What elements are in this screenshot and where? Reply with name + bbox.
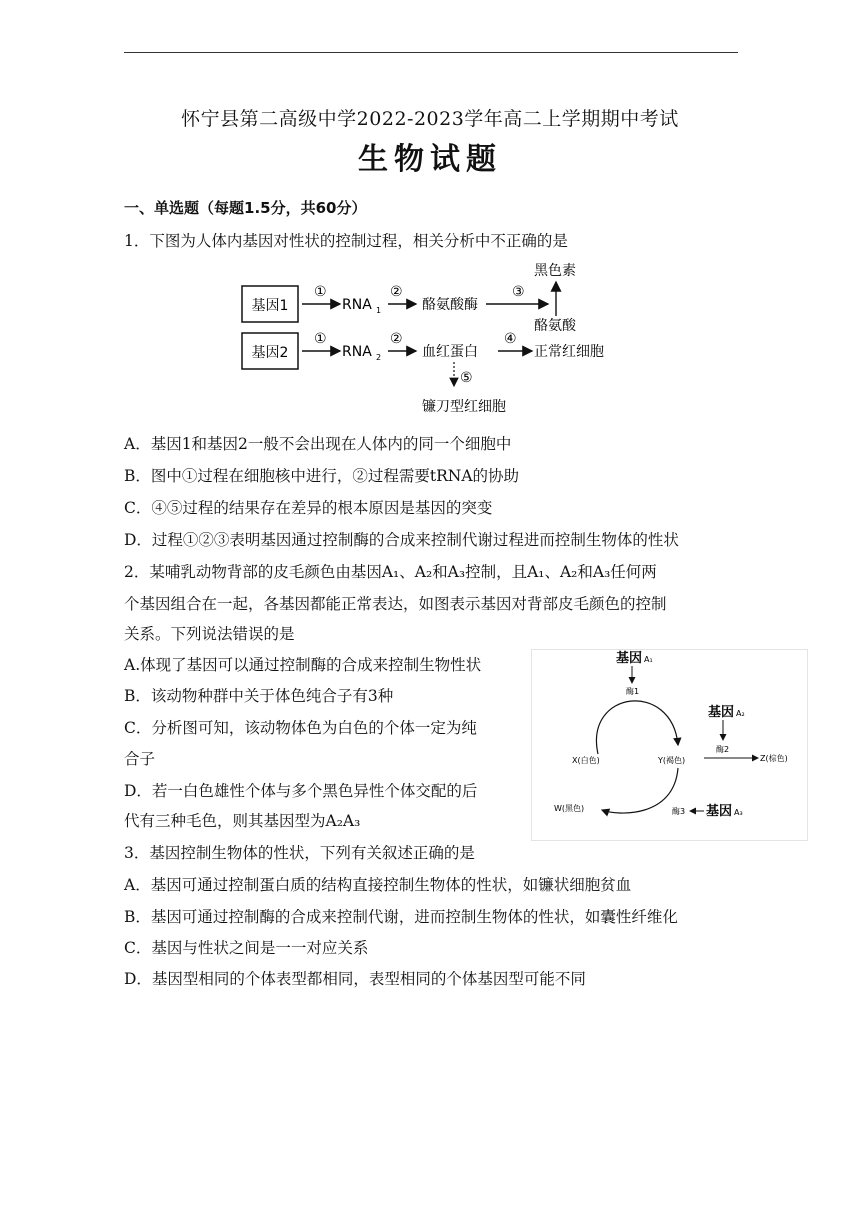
step2-row1: ②: [390, 284, 403, 300]
q1-option-b: B．图中①过程在细胞核中进行，②过程需要tRNA的协助: [124, 467, 520, 485]
enzyme1-label: 酶1: [626, 687, 640, 696]
gene-a3-label: 基因: [706, 804, 733, 819]
w-label: W(黑色): [554, 804, 585, 813]
step5: ⑤: [460, 370, 473, 386]
q3-stem: 3．基因控制生物体的性状，下列有关叙述正确的是: [124, 844, 475, 862]
gene-a2-sub: A₂: [736, 709, 745, 718]
rna2-label: RNA: [342, 344, 372, 360]
coat-color-pathway-diagram: [531, 649, 808, 841]
q2-option-d-cont: 代有三种毛色，则其基因型为A₂A₃: [124, 812, 361, 830]
melanin-label: 黑色素: [534, 263, 576, 279]
gene-a3-sub: A₃: [734, 808, 743, 817]
q2-stem-line-3: 关系。下列说法错误的是: [124, 625, 295, 643]
step2-row2: ②: [390, 331, 403, 347]
q3-option-a: A．基因可通过控制蛋白质的结构直接控制生物体的性状，如镰状细胞贫血: [124, 876, 632, 894]
school-title: 怀宁县第二高级中学2022-2023学年高二上学期期中考试: [181, 108, 679, 130]
subject-title: 生物试题: [358, 142, 502, 177]
q3-option-c: C．基因与性状之间是一一对应关系: [124, 939, 369, 957]
q2-option-b: B．该动物种群中关于体色纯合子有3种: [124, 687, 394, 705]
step4: ④: [504, 331, 517, 347]
enzyme-label: 酪氨酸酶: [422, 297, 478, 313]
q1-stem: 1．下图为人体内基因对性状的控制过程，相关分析中不正确的是: [124, 232, 568, 250]
rna1-subscript: 1: [376, 306, 382, 315]
q1-option-c: C．④⑤过程的结果存在差异的根本原因是基因的突变: [124, 499, 493, 517]
y-label: Y(褐色): [658, 756, 686, 765]
x-to-y-arc: [596, 701, 678, 754]
rna2-subscript: 2: [376, 353, 382, 362]
header-rule: [124, 52, 738, 53]
gene1-label: 基因1: [251, 298, 289, 314]
q2-option-a: A.体现了基因可以通过控制酶的合成来控制生物性状: [124, 656, 482, 674]
q3-option-d: D．基因型相同的个体表型都相同，表型相同的个体基因型可能不同: [124, 970, 586, 988]
enzyme2-label: 酶2: [716, 745, 730, 754]
gene-a1-sub: A₁: [644, 655, 653, 664]
q3-option-b: B．基因可通过控制酶的合成来控制代谢，进而控制生物体的性状，如囊性纤维化: [124, 908, 678, 926]
q2-stem-line-2: 个基因组合在一起，各基因都能正常表达，如图表示基因对背部皮毛颜色的控制: [124, 595, 667, 613]
step1-row1: ①: [314, 284, 327, 300]
y-to-w-arc: [602, 768, 678, 813]
tyrosine-label: 酪氨酸: [534, 318, 576, 334]
normal-rbc-label: 正常红细胞: [534, 344, 604, 360]
step3: ③: [512, 284, 525, 300]
x-label: X(白色): [572, 756, 600, 765]
q2-option-d: D．若一白色雄性个体与多个黑色异性个体交配的后: [124, 782, 478, 800]
q1-option-d: D．过程①②③表明基因通过控制酶的合成来控制代谢过程进而控制生物体的性状: [124, 531, 679, 549]
gene2-label: 基因2: [251, 345, 289, 361]
gene-a2-label: 基因: [708, 705, 735, 720]
z-label: Z(棕色): [760, 754, 788, 763]
hemoglobin-label: 血红蛋白: [422, 344, 478, 360]
q1-option-a: A．基因1和基因2一般不会出现在人体内的同一个细胞中: [124, 435, 512, 453]
gene-control-diagram: [236, 258, 626, 418]
q2-stem-line-1: 2．某哺乳动物背部的皮毛颜色由基因A₁、A₂和A₃控制，且A₁、A₂和A₃任何两: [124, 563, 657, 581]
rna1-label: RNA: [342, 297, 372, 313]
q2-option-c: C．分析图可知，该动物体色为白色的个体一定为纯: [124, 719, 477, 737]
enzyme3-label: 酶3: [672, 807, 686, 816]
gene-a1-label: 基因: [616, 651, 643, 666]
q2-option-c-cont: 合子: [124, 750, 156, 768]
section-heading: 一、单选题（每题1.5分，共60分）: [124, 199, 367, 217]
step1-row2: ①: [314, 331, 327, 347]
sickle-rbc-label: 镰刀型红细胞: [422, 399, 506, 415]
